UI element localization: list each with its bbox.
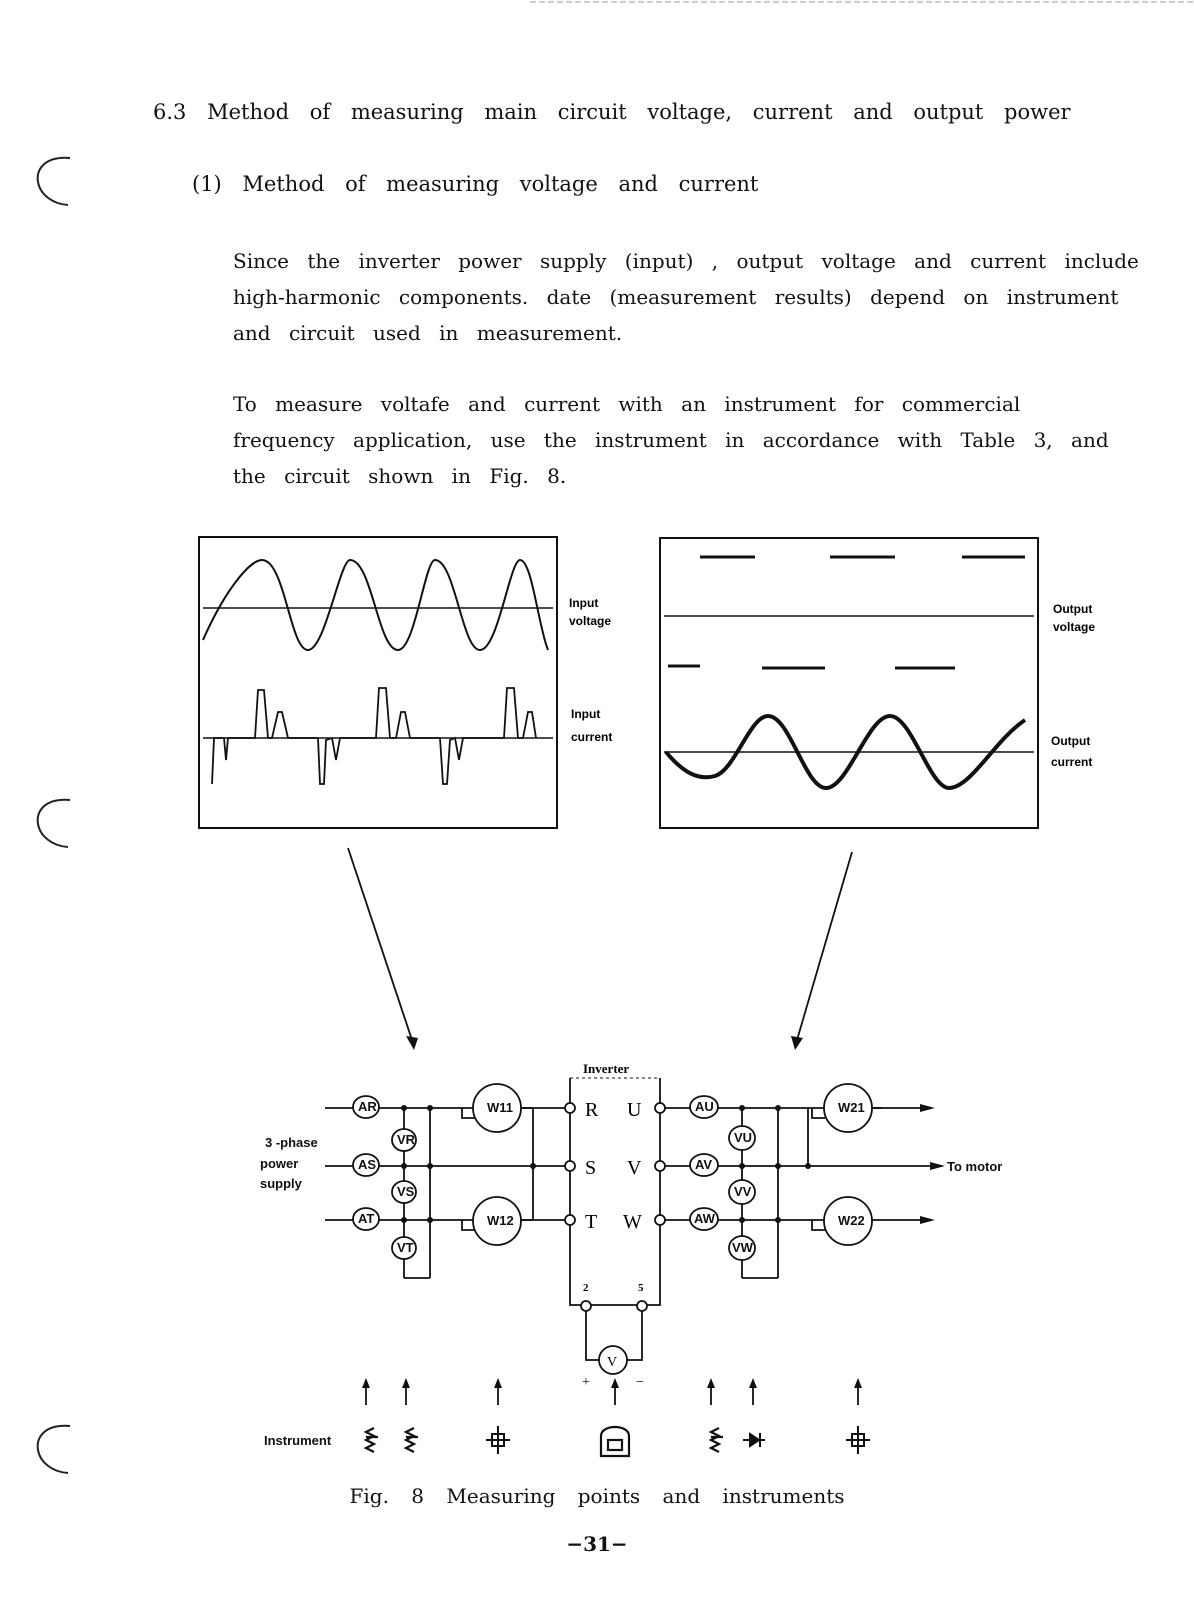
instrument-label: Instrument [264,1433,332,1448]
terminal-u: U [627,1099,642,1121]
input-voltage-label-1: Input [569,596,599,610]
wattmeter-w21: W21 [838,1100,865,1115]
input-current-label-2: current [571,730,613,744]
section-heading: 6.3 Method of measuring main circuit voltage, current and output power [153,100,1071,124]
output-current-label-2: current [1051,755,1093,769]
voltmeter-vr: VR [397,1132,416,1147]
terminal-v: V [627,1157,642,1179]
output-arrow-w [920,1216,935,1224]
paragraph-2-line-3: the circuit shown in Fig. 8. [233,464,567,488]
terminal-t: T [585,1211,598,1233]
control-voltmeter-label: V [607,1355,618,1370]
wattmeter-w22: W22 [838,1213,865,1228]
paragraph-1-line-1: Since the inverter power supply (input) , output voltage and current include [233,249,1139,273]
paragraph-1-line-3: and circuit used in measurement. [233,321,623,345]
output-voltage-pwm-marks [668,557,1025,668]
electrodynamic-symbol-2 [846,1426,870,1454]
to-motor-label: To motor [947,1159,1003,1174]
ammeter-as: AS [358,1157,377,1172]
inverter-label: Inverter [583,1061,630,1076]
wattmeter-w12: W12 [487,1213,514,1228]
moving-coil-symbol [601,1427,629,1456]
rectifier-symbol [743,1433,765,1447]
terminal-5: 5 [638,1282,644,1294]
paragraph-2-line-1: To measure voltafe and current with an instrument for commercial [233,392,1021,416]
electrodynamic-symbol-1 [486,1426,510,1454]
voltmeter-vv: VV [734,1184,752,1199]
plus-sign: + [582,1375,590,1390]
wattmeter-w11: W11 [487,1100,514,1115]
instrument-pointer-arrowheads [362,1378,862,1388]
left-pointer-arrowhead [406,1036,418,1050]
subsection-heading: (1) Method of measuring voltage and current [192,172,759,196]
input-current-waveform [212,688,536,784]
voltmeter-vs: VS [397,1184,415,1199]
paragraph-1-line-2: high-harmonic components. date (measurement results) depend on instrument [233,285,1119,309]
voltmeter-vt: VT [397,1240,414,1255]
ammeter-au: AU [695,1099,714,1114]
ammeter-aw: AW [694,1211,715,1226]
voltmeter-vw: VW [732,1240,753,1255]
output-arrow-u [920,1104,935,1112]
terminal-w: W [623,1211,642,1233]
terminal-r: R [585,1099,599,1121]
power-supply-label-3: supply [260,1176,302,1191]
input-voltage-label-2: voltage [569,614,612,628]
left-scope-frame [199,537,557,828]
voltmeter-vu: VU [734,1130,753,1145]
output-arrow-v [930,1162,945,1170]
page-number: −31− [566,1532,628,1556]
power-supply-label-2: power [260,1156,299,1171]
terminal-s: S [585,1157,597,1179]
terminal-2: 2 [583,1282,589,1294]
input-terminals [565,1103,665,1311]
ammeter-ar: AR [358,1099,377,1114]
left-pointer-line [348,848,412,1040]
right-pointer-arrowhead [791,1036,803,1050]
minus-sign: − [636,1375,644,1390]
output-current-label-1: Output [1051,734,1091,748]
moving-iron-symbol-2 [406,1428,418,1452]
ammeter-at: AT [358,1211,375,1226]
output-voltage-label-2: voltage [1053,620,1096,634]
input-current-label-1: Input [571,707,601,721]
right-scope-frame [660,538,1038,828]
figure-caption: Fig. 8 Measuring points and instruments [349,1484,845,1508]
paragraph-2-line-2: frequency application, use the instrument in accordance with Table 3, and [233,428,1109,452]
junction-dots [401,1105,811,1223]
ammeter-av: AV [695,1157,713,1172]
output-voltage-label-1: Output [1053,602,1093,616]
input-voltage-waveform [203,560,548,650]
right-pointer-line [797,852,852,1040]
power-supply-label-1: 3 -phase [265,1135,318,1150]
inverter-box [570,1078,660,1305]
moving-iron-symbol-1 [366,1428,378,1452]
moving-iron-symbol-3 [711,1428,723,1452]
